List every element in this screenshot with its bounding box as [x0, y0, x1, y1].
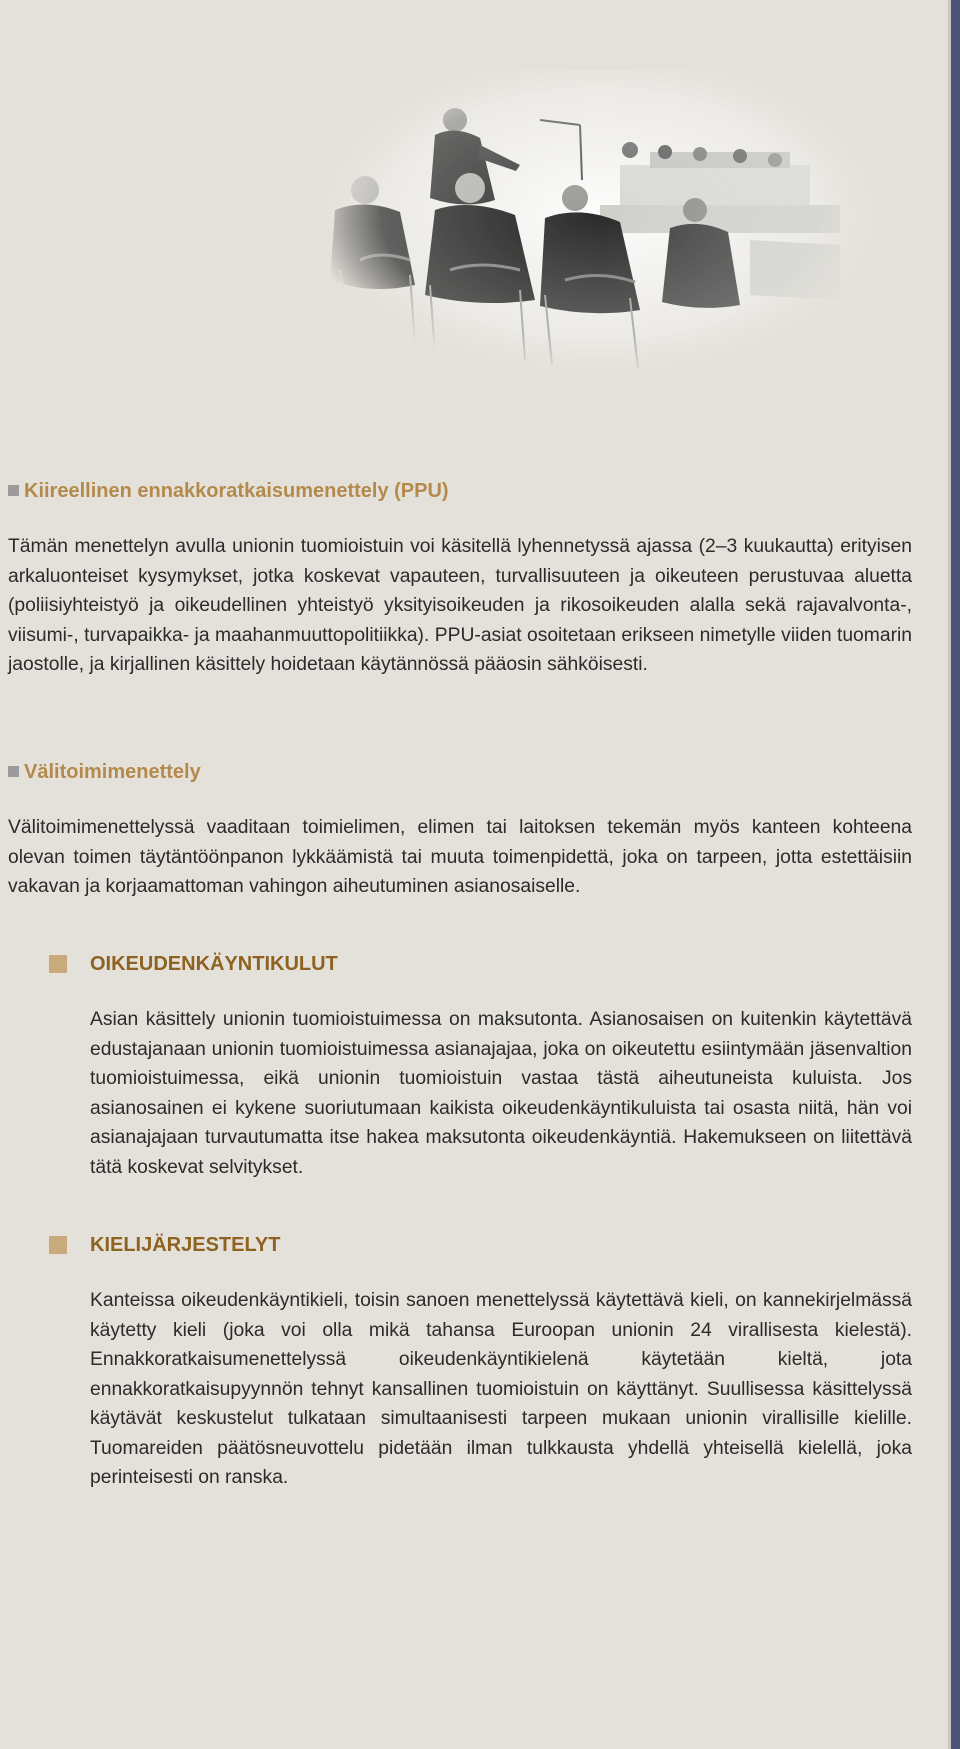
page-edge-bar: [951, 0, 960, 1749]
language-body-container: [90, 1286, 912, 1493]
interim-heading-text: Välitoimimenettely: [24, 761, 201, 783]
costs-body: Asian käsittely unionin tuomioistuimessa on maksutonta. Asianosaisen on kuitenkin käytettävä edustajanaan unionin tuomioistuimessa asianajajaa, joka on oikeutettu esiintymään jäsenvaltion tuomioistuimessa, eikä unionin tuomioistuin vastaa tästä aiheutuneista kuluista. Jos asianosainen ei kykene suoriutumaan kaikista oikeudenkäyntikuluista tai osasta niitä, hän voi asianajajaan turvautumatta itse hakea maksutonta oikeudenkäyntiä. Hakemukseen on liitettävä tätä koskevat selvitykset.: [90, 1009, 912, 1178]
costs-heading-container: [90, 951, 912, 977]
interim-heading: [8, 759, 912, 785]
language-heading-container: [90, 1232, 912, 1258]
costs-body-container: [90, 1005, 912, 1182]
interim-body: Välitoimimenettelyssä vaaditaan toimielimen, elimen tai laitoksen tekemän myös kanteen kohteena olevan toimen täytäntöönpanon lykkäämistä tai muuta toimenpidettä, joka on tarpeen, jotta estettäisiin vakavan ja korjaamattoman vahingon aiheutuminen asianosaiselle.: [8, 817, 912, 897]
bullet-square-icon: [8, 485, 19, 496]
language-body: Kanteissa oikeudenkäyntikieli, toisin sanoen menettelyssä käytettävä kieli, on kannekirjelmässä käytetty kieli (joka voi olla mikä tahansa Euroopan unionin 24 virallisesta kielestä). Ennakkoratkaisumenettelyssä oikeudenkäyntikielenä käytetään kieltä, jota ennakkoratkaisupyynnön tehnyt kansallinen tuomioistuin on käyttänyt. Suullisessa käsittelyssä käytävät keskustelut tulkataan simultaanisesti tarpeen mukaan unionin virallisille kielille. Tuomareiden päätösneuvottelu pidetään ilman tulkkausta yhdellä yhteisellä kielellä, joka perinteisesti on ranska.: [90, 1290, 912, 1488]
language-square-icon: [49, 1236, 67, 1254]
ppu-heading-text: Kiireellinen ennakkoratkaisumenettely (PPU): [24, 480, 449, 502]
ppu-body: Tämän menettelyn avulla unionin tuomioistuin voi käsitellä lyhennetyssä ajassa (2–3 kuukautta) erityisen arkaluonteiset kysymykset, jotka koskevat vapauteen, turvallisuuteen ja oikeuteen perustuvaa aluetta (poliisiyhteistyö ja oikeudellinen yhteistyö yksityisoikeuden ja rikosoikeuden alalla sekä rajavalvonta-, viisumi-, turvapaikka- ja maahanmuuttopolitiikka). PPU-asiat osoitetaan erikseen nimetylle viiden tuomarin jaostolle, ja kirjallinen käsittely hoidetaan käytännössä pääosin sähköisesti.: [8, 536, 912, 675]
interim-body-container: [8, 813, 912, 902]
costs-square-icon: [49, 955, 67, 973]
costs-heading: OIKEUDENKÄYNTIKULUT: [90, 953, 338, 975]
ppu-heading: [8, 478, 912, 504]
ppu-body-container: [8, 532, 912, 680]
bullet-square-icon: [8, 766, 19, 777]
courtroom-illustration: [320, 70, 880, 390]
language-heading: KIELIJÄRJESTELYT: [90, 1234, 281, 1256]
ppu-section: [8, 478, 912, 504]
interim-section: [8, 759, 912, 785]
